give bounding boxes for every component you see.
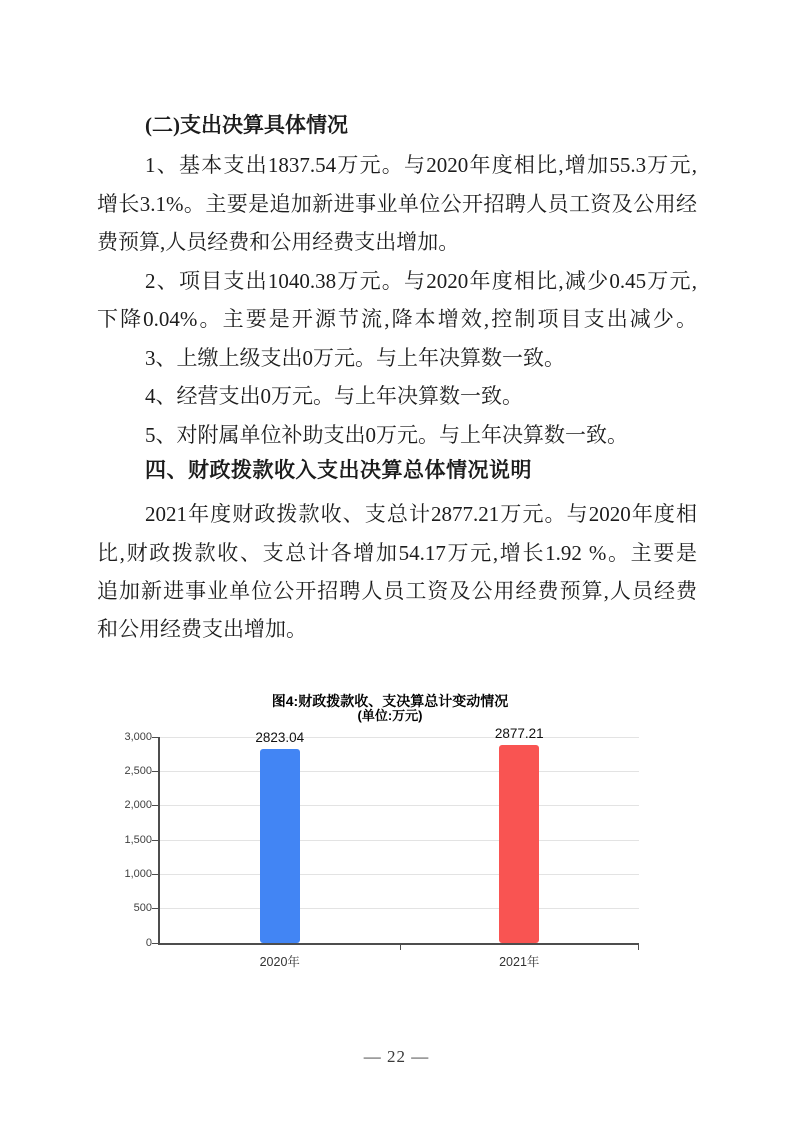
chart-figure4 [124,686,650,986]
body-line: 下降0.04%。主要是开源节流,降本增效,控制项目支出减少。 [97,307,697,331]
y-axis-tick [152,908,158,909]
bar-value-label: 2877.21 [494,726,544,742]
chart-title: 图4:财政拨款收、支决算总计变动情况 [271,693,509,709]
section-heading-fiscal-summary: 四、财政拨款收入支出决算总体情况说明 [145,459,532,482]
bar-value-label: 2823.04 [255,730,305,746]
y-axis-tick-label: 500 [133,902,152,915]
y-axis-tick-label: 1,500 [124,833,152,846]
page-number: — 22 — [363,1047,430,1066]
body-line: 费预算,人员经费和公用经费支出增加。 [97,230,460,254]
y-axis-tick [152,874,158,875]
y-gridline [160,805,639,806]
y-axis-tick-label: 2,000 [124,799,152,812]
body-line: 5、对附属单位补助支出0万元。与上年决算数一致。 [145,423,628,447]
body-line: 增长3.1%。主要是追加新进事业单位公开招聘人员工资及公用经 [97,192,697,216]
y-axis-tick-label: 1,000 [124,867,152,880]
y-axis-tick-label: 2,500 [124,764,152,777]
y-axis-tick [152,805,158,806]
x-axis-tick [638,945,639,950]
body-line: 比,财政拨款收、支总计各增加54.17万元,增长1.92 %。主要是 [97,541,697,565]
y-axis-tick [152,771,158,772]
body-line: 2、项目支出1040.38万元。与2020年度相比,减少0.45万元, [145,269,697,293]
y-axis-tick [152,737,158,738]
body-line: 3、上缴上级支出0万元。与上年决算数一致。 [145,346,565,370]
body-line: 追加新进事业单位公开招聘人员工资及公用经费预算,人员经费 [97,579,697,603]
y-gridline [160,908,639,909]
section-heading-expenditure-detail: (二)支出决算具体情况 [145,113,348,137]
bar-2020年 [260,749,300,943]
body-line: 2021年度财政拨款收、支总计2877.21万元。与2020年度相 [145,502,697,526]
bar-2021年 [499,745,539,943]
y-axis-tick [152,943,158,944]
y-axis-tick-label: 0 [145,936,152,949]
body-line: 和公用经费支出增加。 [97,617,307,641]
y-axis-tick-label: 3,000 [124,730,152,743]
body-line: 1、基本支出1837.54万元。与2020年度相比,增加55.3万元, [145,153,697,177]
y-axis-tick [152,840,158,841]
chart-subtitle: (单位:万元) [357,708,423,723]
x-axis-category-label: 2020年 [259,955,300,969]
y-gridline [160,771,639,772]
plot-area [124,726,639,969]
x-axis-category-label: 2021年 [499,955,540,969]
x-axis-tick [400,945,401,950]
y-gridline [160,874,639,875]
body-line: 4、经营支出0万元。与上年决算数一致。 [145,384,523,408]
y-gridline [160,840,639,841]
